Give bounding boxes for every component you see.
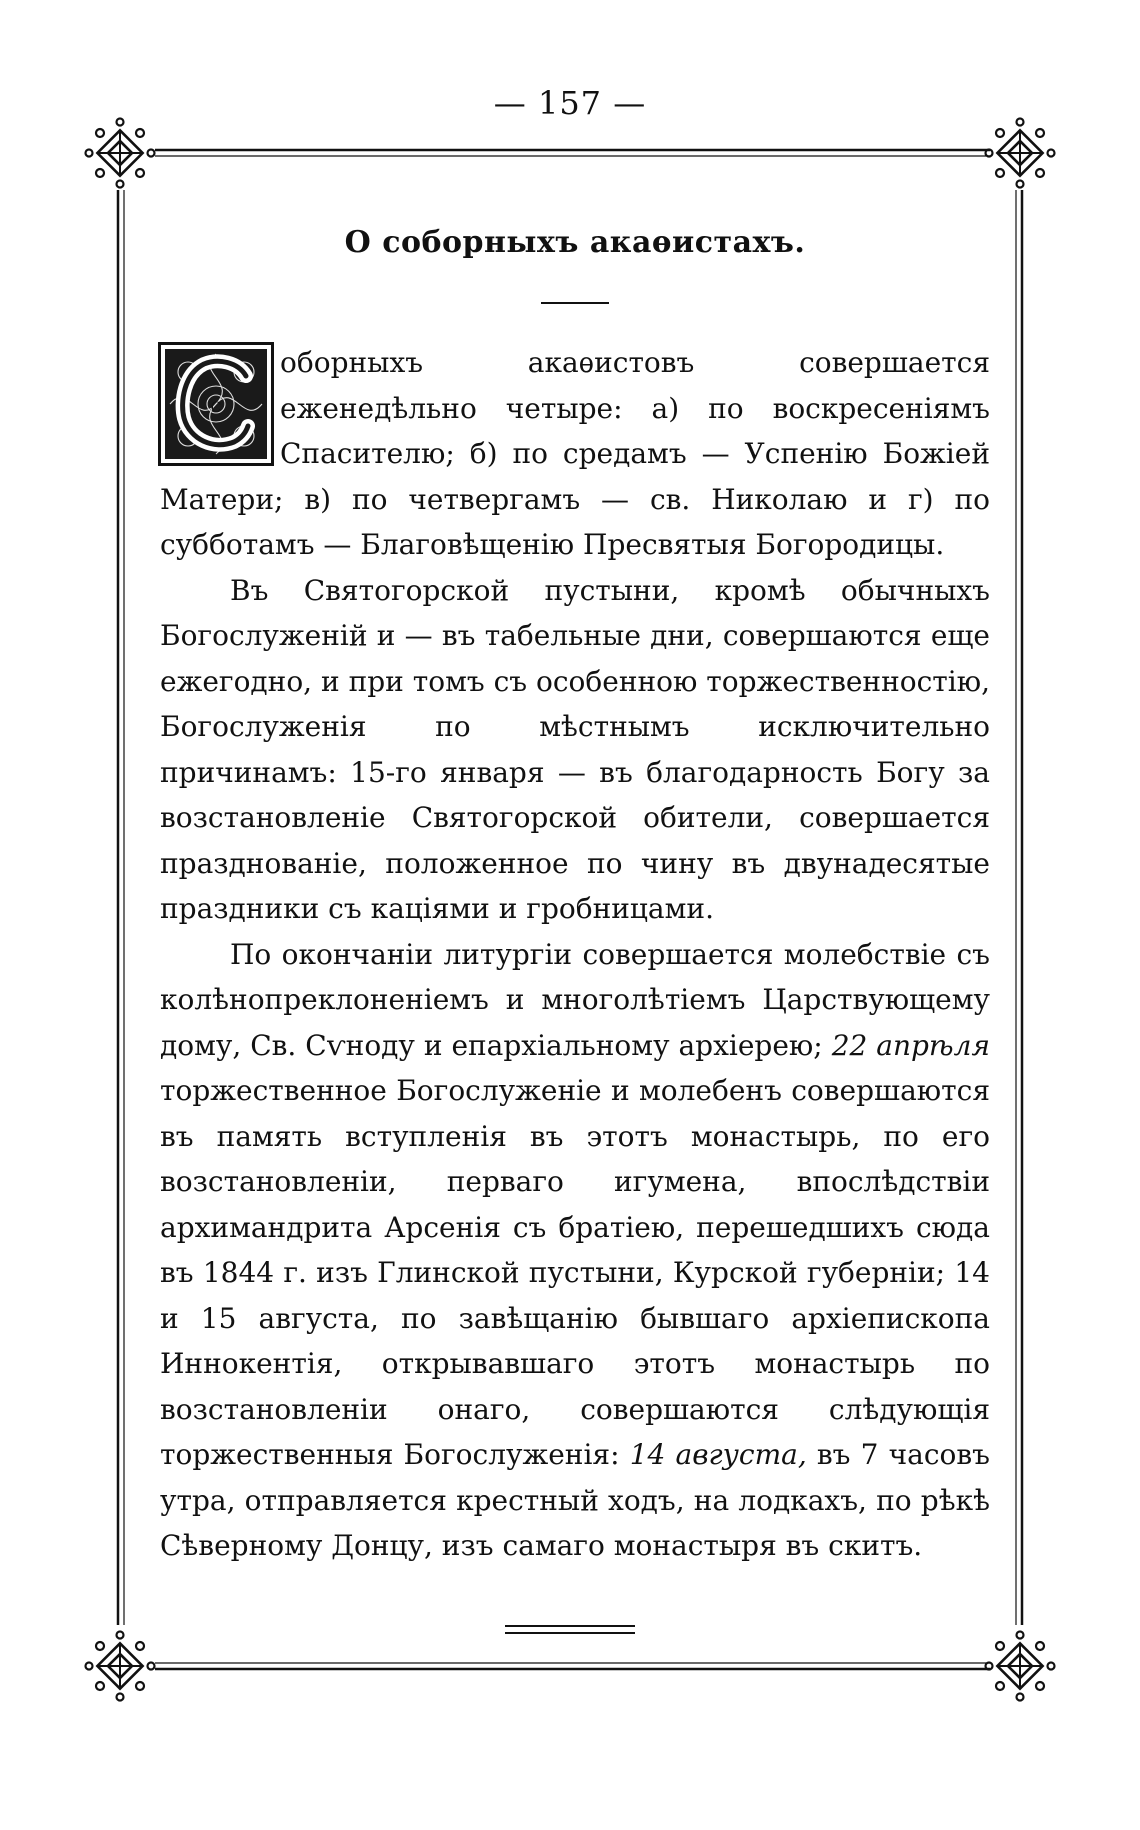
end-divider (505, 1625, 635, 1634)
corner-knot-bottom-right (986, 1632, 1055, 1701)
italic-date-segment: 14 августа, (629, 1438, 807, 1471)
page-number: — 157 — (493, 84, 647, 122)
title-divider (541, 302, 609, 304)
corner-knot-bottom-left (86, 1632, 155, 1701)
dropcap-letter: С (210, 400, 222, 416)
text-segment: По окончаніи литургіи совершается молебствіе съ колѣнопреклоненіемъ и многолѣтіемъ Царствующему дому, Св. Сѵноду и епархіальному архіерею; (160, 937, 990, 1062)
paragraph (160, 568, 990, 932)
paragraph-list (160, 340, 990, 1569)
article-body (160, 340, 990, 1569)
article-title: О соборныхъ акаѳистахъ. (344, 225, 806, 260)
text-segment: въ 7 часовъ утра, отправляется крестный ходъ, на лодкахъ, по рѣкѣ Сѣверному Донцу, изъ самаго монастыря въ скитъ. (160, 1438, 990, 1562)
dropcap-ornament (158, 342, 274, 466)
text-segment: Въ Святогорской пустыни, кромѣ обычныхъ Богослуженій и — въ табельные дни, совершаются еще ежегодно, и при томъ съ особенною торжественностію, Богослуженія по мѣстнымъ исключительно причинамъ: 15-го января — въ благодарность Богу за возстановленіе Святогорской обители, совершается празднованіе, положенное по чину въ двунадесятые праздники съ каціями и гробницами. (160, 573, 990, 925)
paragraph (160, 932, 990, 1569)
corner-knot-top-right (986, 119, 1055, 188)
article (160, 225, 990, 1569)
paragraph (160, 340, 990, 568)
italic-date-segment: 22 апрѣля (831, 1028, 990, 1062)
corner-knot-top-left (86, 119, 155, 188)
text-segment: оборныхъ акаѳистовъ совершается еженедѣльно четыре: а) по воскресеніямъ Спасителю; б) по средамъ — Успенію Божіей Матери; в) по четвергамъ — св. Николаю и г) по субботамъ — Благовѣщенію Пресвятыя Богородицы. (160, 346, 990, 561)
text-segment: торжественное Богослуженіе и молебенъ совершаются въ память вступленія въ этотъ монастырь, по его возстановленіи, перваго игумена, впослѣдствіи архимандрита Арсенія съ братіею, перешедшихъ сюда въ 1844 г. изъ Глинской пустыни, Курской губерніи; 14 и 15 августа, по завѣщанію бывшаго архіепископа Иннокентія, открывавшаго этотъ монастырь по возстановленіи онаго, совершаются слѣдующія торжественныя Богослуженія: (160, 1074, 990, 1471)
